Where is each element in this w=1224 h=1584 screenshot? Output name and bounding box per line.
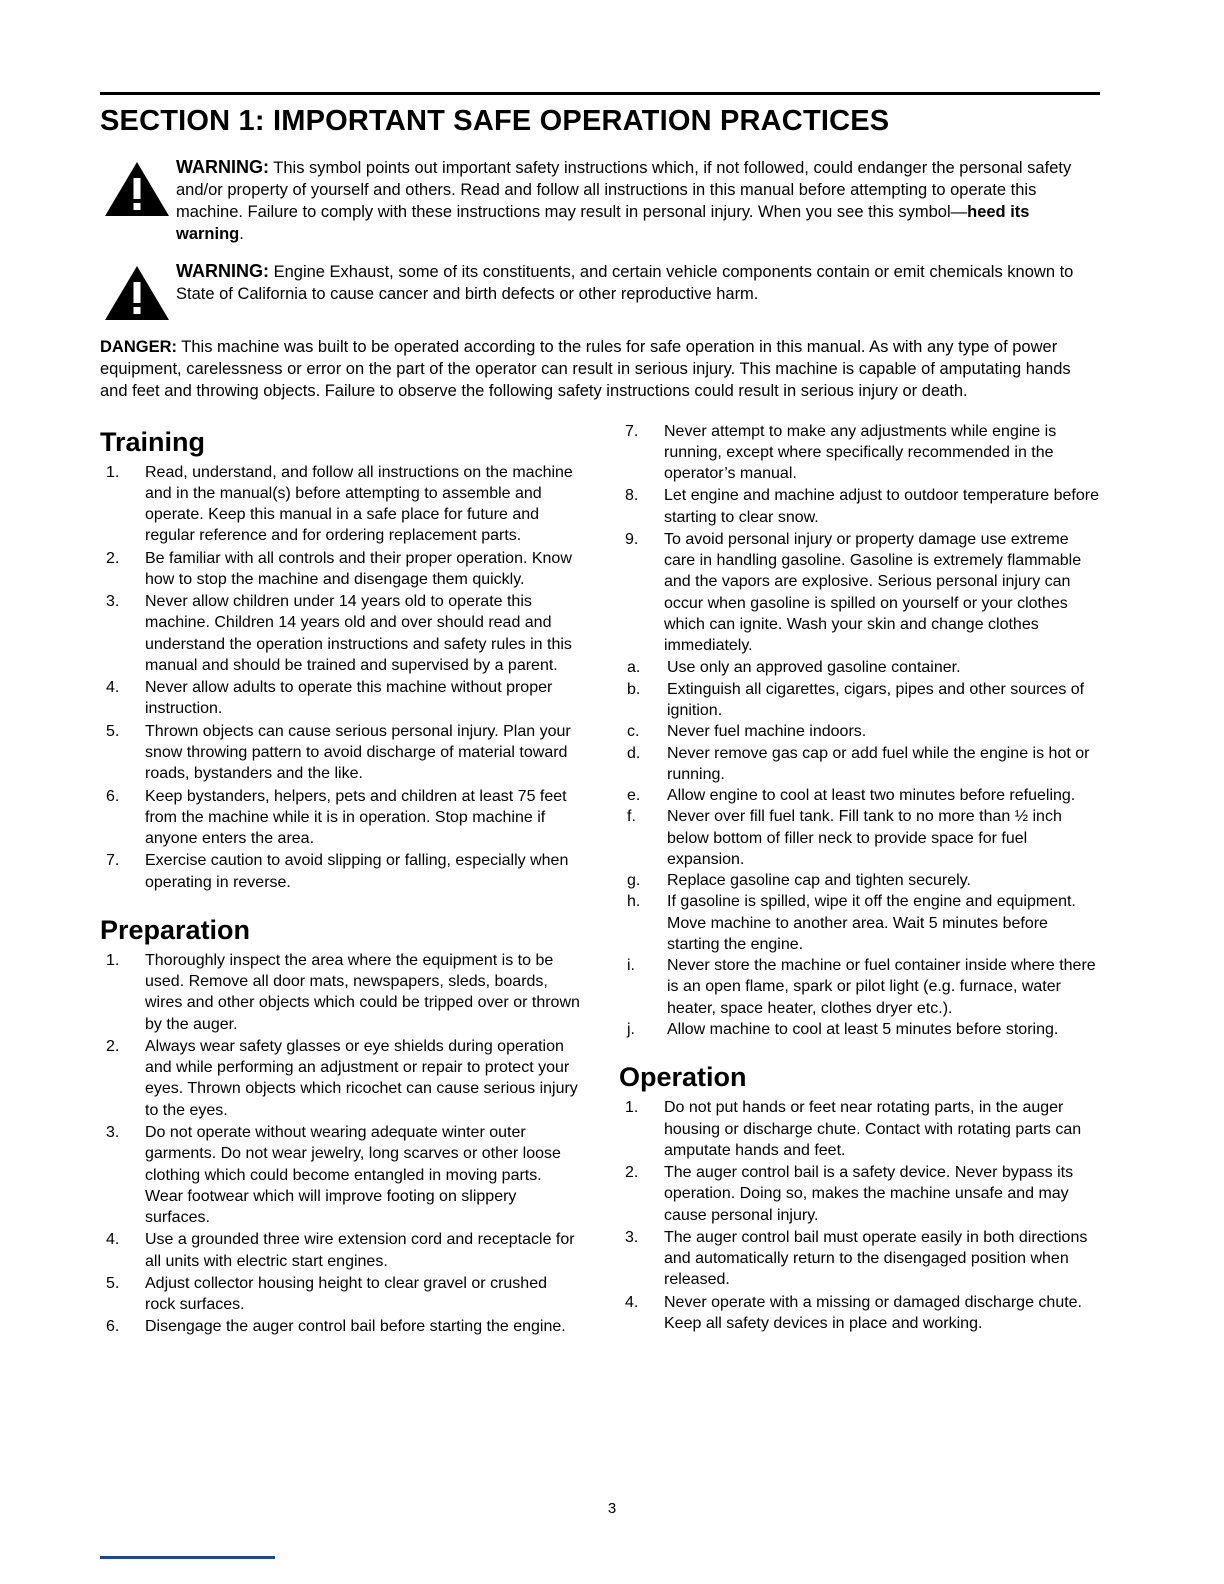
list-item xyxy=(100,950,581,1035)
list-marker: 1. xyxy=(106,463,120,481)
list-item xyxy=(100,1122,581,1228)
warning-triangle-icon xyxy=(100,260,176,322)
list-text: Thoroughly inspect the area where the equipment is to be used. Remove all door mats, newspapers, sleds, boards, wires and other objects which could be tripped over or thrown by the auger. xyxy=(145,951,580,1033)
warning-text-1 xyxy=(176,156,1100,246)
list-marker: c. xyxy=(627,723,640,741)
list-item xyxy=(619,1227,1100,1291)
list-text: If gasoline is spilled, wipe it off the engine and equipment. Move machine to another area. Wait 5 minutes before starting the engine. xyxy=(667,893,1076,953)
list-text: Disengage the auger control bail before starting the engine. xyxy=(145,1318,566,1336)
list-marker: 2. xyxy=(106,1037,120,1055)
list-item xyxy=(619,1292,1100,1335)
gasoline-subitems-list xyxy=(619,657,1100,1040)
list-item xyxy=(100,462,581,547)
gasoline-subitems-wrapper xyxy=(619,657,1100,1040)
footer-mark xyxy=(100,1556,275,1559)
list-item xyxy=(619,870,1100,891)
list-item xyxy=(100,591,581,676)
warning-body-2: Engine Exhaust, some of its constituents, and certain vehicle components contain or emit chemicals known to State of California to cause cancer and birth defects or other reproductive harm. xyxy=(176,262,1074,303)
operation-list xyxy=(619,1097,1100,1334)
list-item xyxy=(619,721,1100,742)
list-text: Never store the machine or fuel container inside where there is an open flame, spark or pilot light (e.g. furnace, water heater, space heater, clothes dryer etc.). xyxy=(667,957,1096,1017)
warning-block-1 xyxy=(100,156,1100,246)
page-title: SECTION 1: IMPORTANT SAFE OPERATION PRACTICES xyxy=(100,105,890,137)
list-item xyxy=(100,677,581,720)
heading-preparation: Preparation xyxy=(100,914,251,945)
page-number: 3 xyxy=(607,1500,617,1517)
list-marker: f. xyxy=(627,808,636,826)
list-marker: d. xyxy=(627,744,641,762)
list-item xyxy=(100,1036,581,1121)
list-marker: 7. xyxy=(106,852,120,870)
list-item xyxy=(619,955,1100,1019)
list-text: Allow machine to cool at least 5 minutes before storing. xyxy=(667,1020,1059,1038)
danger-body: This machine was built to be operated according to the rules for safe operation in this manual. As with any type of power equipment, carelessness or error on the part of the operator can result in serious injury. This machine is capable of amputating hands and feet and throwing objects. Failure to observe the following safety instructions could result in serious injury or death. xyxy=(100,337,1071,401)
list-marker: 4. xyxy=(106,679,120,697)
list-marker: 6. xyxy=(106,1318,120,1336)
list-marker: 3. xyxy=(625,1228,639,1246)
list-marker: 1. xyxy=(106,951,120,969)
list-marker: h. xyxy=(627,893,641,911)
list-item xyxy=(100,850,581,893)
list-text: Never over fill fuel tank. Fill tank to no more than ½ inch below bottom of filler neck to provide space for fuel expansion. xyxy=(667,808,1062,868)
heading-operation: Operation xyxy=(619,1062,747,1093)
two-column-body xyxy=(100,421,1100,1339)
list-text: Exercise caution to avoid slipping or falling, especially when operating in reverse. xyxy=(145,852,569,891)
list-text: Use only an approved gasoline container. xyxy=(667,659,961,677)
right-column xyxy=(619,421,1100,1339)
list-marker: 6. xyxy=(106,787,120,805)
list-marker: j. xyxy=(627,1020,635,1038)
warning-label-2: WARNING: xyxy=(176,260,269,281)
list-marker: 5. xyxy=(106,1274,120,1292)
list-text: Keep bystanders, helpers, pets and children at least 75 feet from the machine while it is in operation. Stop machine if anyone enters the area. xyxy=(145,787,567,848)
list-item xyxy=(100,1273,581,1316)
list-marker: 9. xyxy=(625,530,639,548)
warning-block-2 xyxy=(100,260,1100,322)
list-item xyxy=(619,785,1100,806)
list-marker: i. xyxy=(627,957,635,975)
list-marker: 3. xyxy=(106,593,120,611)
list-item xyxy=(100,548,581,591)
list-marker: 2. xyxy=(625,1164,639,1182)
header-rule xyxy=(100,92,1100,95)
list-text: Read, understand, and follow all instructions on the machine and in the manual(s) before attempting to assemble and operate. Keep this manual in a safe place for future and regular reference and for ordering replacement parts. xyxy=(145,463,573,545)
list-item xyxy=(619,529,1100,657)
training-list xyxy=(100,462,581,893)
list-marker: 4. xyxy=(625,1293,639,1311)
list-marker: 2. xyxy=(106,549,120,567)
list-item xyxy=(619,679,1100,722)
list-text: Use a grounded three wire extension cord and receptacle for all units with electric start engines. xyxy=(145,1231,575,1270)
list-text: Never fuel machine indoors. xyxy=(667,723,867,741)
warning-label-1: WARNING: xyxy=(176,157,269,177)
list-item xyxy=(100,786,581,850)
heading-training: Training xyxy=(100,426,206,457)
list-text: Never allow adults to operate this machine without proper instruction. xyxy=(145,679,553,718)
preparation-list xyxy=(100,950,581,1338)
list-marker: g. xyxy=(627,872,641,890)
list-marker: b. xyxy=(627,680,641,698)
danger-label: DANGER: xyxy=(100,337,177,356)
warning-text-2 xyxy=(176,260,1100,306)
warning-body-end-1: . xyxy=(239,224,244,243)
list-item xyxy=(100,721,581,785)
danger-paragraph xyxy=(100,336,1100,403)
list-text: Allow engine to cool at least two minutes before refueling. xyxy=(667,787,1076,805)
list-text: Thrown objects can cause serious personal injury. Plan your snow throwing pattern to avoid discharge of material toward roads, bystanders and the like. xyxy=(145,722,571,783)
list-marker: e. xyxy=(627,787,641,805)
list-text: Always wear safety glasses or eye shields during operation and while performing an adjustment or repair to protect your eyes. Thrown objects which ricochet can cause serious injury to the eyes. xyxy=(145,1037,578,1119)
list-marker: 1. xyxy=(625,1099,639,1117)
list-item xyxy=(619,1097,1100,1161)
list-text: Adjust collector housing height to clear gravel or crushed rock surfaces. xyxy=(145,1274,547,1314)
list-text: To avoid personal injury or property damage use extreme care in handling gasoline. Gasoline is extremely flammable and the vapors are explosive. Serious personal injury can occur when gasoline is spilled on yourself or your clothes which can ignite. Wash your skin and change clothes immediately. xyxy=(664,530,1082,655)
warning-body-1: This symbol points out important safety instructions which, if not followed, could endanger the personal safety and/or property of yourself and others. Read and follow all instructions in this manual before attempting to operate this machine. Failure to comply with these instructions may result in personal injury. When you see this symbol— xyxy=(176,159,1072,221)
list-item xyxy=(100,1316,581,1337)
list-text: The auger control bail is a safety device. Never bypass its operation. Doing so, makes the machine unsafe and may cause personal injury. xyxy=(664,1164,1074,1224)
list-item xyxy=(619,806,1100,870)
list-item xyxy=(619,1162,1100,1226)
list-text: Never remove gas cap or add fuel while the engine is hot or running. xyxy=(667,744,1090,783)
list-marker: 3. xyxy=(106,1123,120,1141)
list-item xyxy=(619,1019,1100,1040)
list-marker: 8. xyxy=(625,487,639,505)
list-text: Let engine and machine adjust to outdoor temperature before starting to clear snow. xyxy=(664,487,1099,526)
list-item xyxy=(100,1229,581,1272)
page-content xyxy=(100,92,1100,1339)
left-column xyxy=(100,421,581,1339)
list-item xyxy=(619,485,1100,528)
list-item xyxy=(619,657,1100,678)
list-text: Never operate with a missing or damaged discharge chute. Keep all safety devices in place and working. xyxy=(664,1293,1082,1332)
list-marker: 4. xyxy=(106,1231,120,1249)
list-text: Extinguish all cigarettes, cigars, pipes and other sources of ignition. xyxy=(667,680,1085,719)
list-item xyxy=(619,891,1100,955)
warning-triangle-icon xyxy=(100,156,176,218)
list-text: Never allow children under 14 years old to operate this machine. Children 14 years old and over should read and understand the operation instructions and safety rules in this manual and should be trained and supervised by a parent. xyxy=(145,593,572,674)
list-text: Replace gasoline cap and tighten securely. xyxy=(667,872,971,890)
list-text: Do not operate without wearing adequate winter outer garments. Do not wear jewelry, long scarves or other loose clothing which could become entangled in moving parts. Wear footwear which will improve footing on slippery surfaces. xyxy=(145,1123,561,1227)
list-text: Be familiar with all controls and their proper operation. Know how to stop the machine and disengage them quickly. xyxy=(145,549,572,588)
list-text: Never attempt to make any adjustments while engine is running, except where specifically recommended in the operator’s manual. xyxy=(664,422,1057,483)
list-text: Do not put hands or feet near rotating parts, in the auger housing or discharge chute. Contact with rotating parts can amputate hands and feet. xyxy=(664,1099,1082,1159)
list-marker: 5. xyxy=(106,722,120,740)
list-item xyxy=(619,743,1100,786)
list-item xyxy=(619,421,1100,485)
preparation-continued-list xyxy=(619,421,1100,657)
warning-bold-tail-1: heed its warning xyxy=(176,202,1030,243)
list-marker: 7. xyxy=(625,422,639,440)
list-marker: a. xyxy=(627,659,641,677)
list-text: The auger control bail must operate easily in both directions and automatically return to the disengaged position when released. xyxy=(664,1228,1088,1289)
